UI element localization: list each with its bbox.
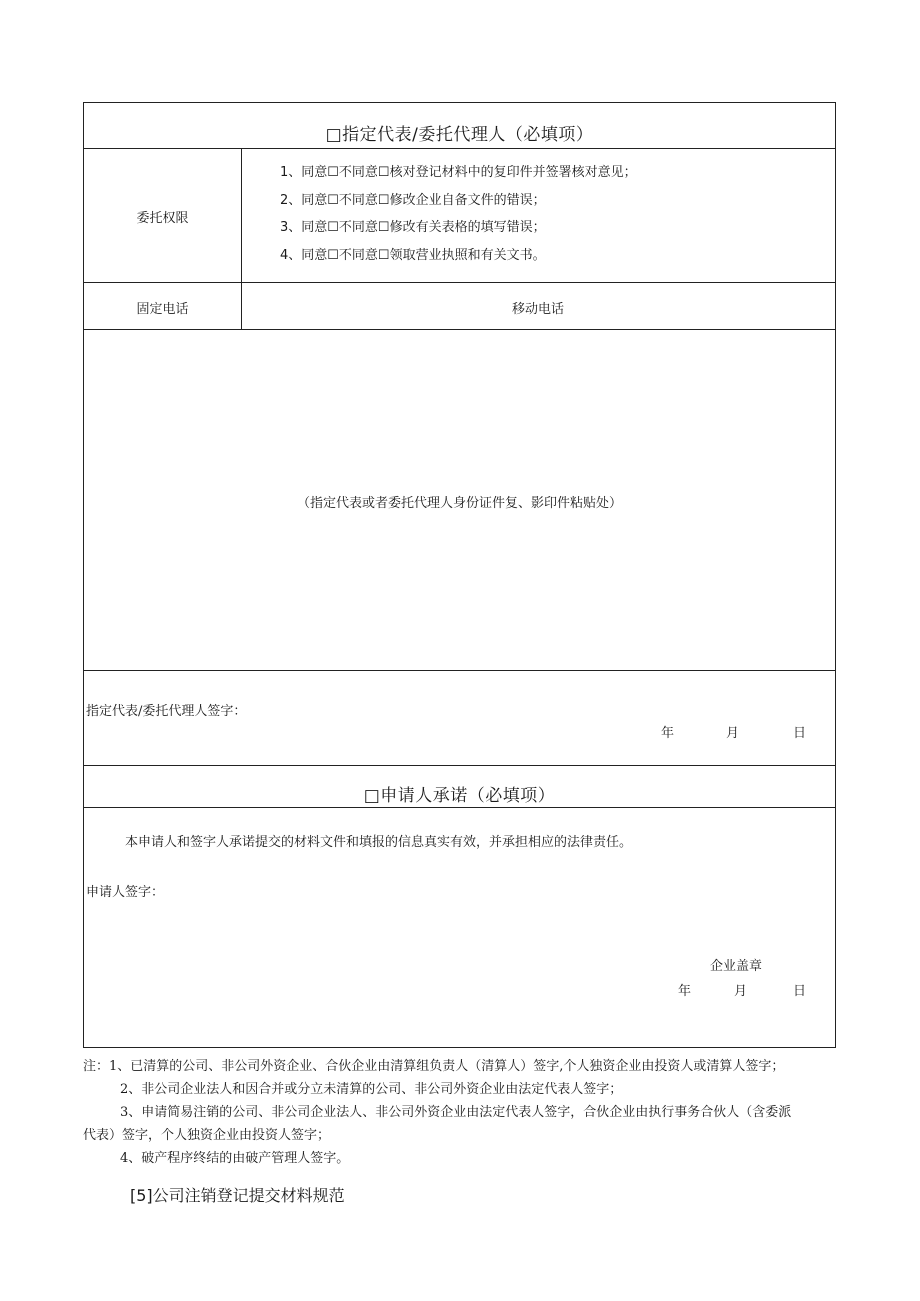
section-commitment-title: □申请人承诺（必填项） <box>363 786 556 806</box>
authority-item-number: 2 <box>280 193 289 208</box>
landline-label: 固定电话 <box>136 302 189 317</box>
divider <box>84 670 835 671</box>
authority-item-number: 4 <box>280 248 289 263</box>
note-line-4: 4、破产程序终结的由破产管理人签字。 <box>120 1151 350 1166</box>
divider <box>84 329 835 330</box>
mobile-phone-label[interactable]: 移动电话 <box>511 302 564 317</box>
authority-item-4[interactable] <box>280 244 546 263</box>
authority-item-number: 3 <box>280 220 289 235</box>
section-delegate-title: □指定代表/委托代理人（必填项） <box>325 125 594 145</box>
authority-label: 委托权限 <box>136 211 189 226</box>
id-copy-paste-area: （指定代表或者委托代理人身份证件复、影印件粘贴处） <box>296 496 622 511</box>
applicant-date-day: 日 <box>793 984 807 999</box>
applicant-date-month: 月 <box>734 984 748 999</box>
authority-item-text: 、同意☐不同意☐修改有关表格的填写错误； <box>288 220 546 235</box>
delegate-date-day: 日 <box>793 726 807 741</box>
authority-item-2[interactable] <box>280 189 546 208</box>
note-line-3: 3、申请简易注销的公司、非公司企业法人、非公司外资企业由法定代表人签字，合伙企业由执行事务合伙人（含委派 <box>120 1105 792 1120</box>
company-seal-label: 企业盖章 <box>710 959 763 974</box>
authority-item-number: 1 <box>280 165 289 180</box>
footer-document-title: [5]公司注销登记提交材料规范 <box>130 1186 345 1205</box>
notes-section <box>83 1055 843 1170</box>
applicant-date-year: 年 <box>678 984 692 999</box>
note-line-1: 注：1、已清算的公司、非公司外资企业、合伙企业由清算组负责人（清算人）签字,个人独资企业由投资人或清算人签字； <box>83 1059 785 1074</box>
delegate-date-year: 年 <box>661 726 675 741</box>
delegate-signature-label: 指定代表/委托代理人签字： <box>86 704 247 719</box>
divider <box>84 807 835 808</box>
authority-item-3[interactable] <box>280 216 546 235</box>
authority-item-text: 、同意☐不同意☐领取营业执照和有关文书。 <box>288 248 546 263</box>
applicant-signature-label: 申请人签字： <box>86 885 165 900</box>
divider <box>84 282 835 283</box>
authority-item-1[interactable] <box>280 161 637 180</box>
note-line-3-continued: 代表）签字，个人独资企业由投资人签字； <box>83 1128 331 1143</box>
registration-form-table <box>83 102 836 1048</box>
authority-item-text: 、同意☐不同意☐核对登记材料中的复印件并签署核对意见； <box>288 165 637 180</box>
delegate-date-month: 月 <box>726 726 740 741</box>
divider <box>84 765 835 766</box>
commitment-text: 本申请人和签字人承诺提交的材料文件和填报的信息真实有效，并承担相应的法律责任。 <box>125 835 633 850</box>
divider <box>84 148 835 149</box>
note-line-2: 2、非公司企业法人和因合并或分立未清算的公司、非公司外资企业由法定代表人签字； <box>120 1082 623 1097</box>
authority-item-text: 、同意☐不同意☐修改企业自备文件的错误； <box>288 193 546 208</box>
